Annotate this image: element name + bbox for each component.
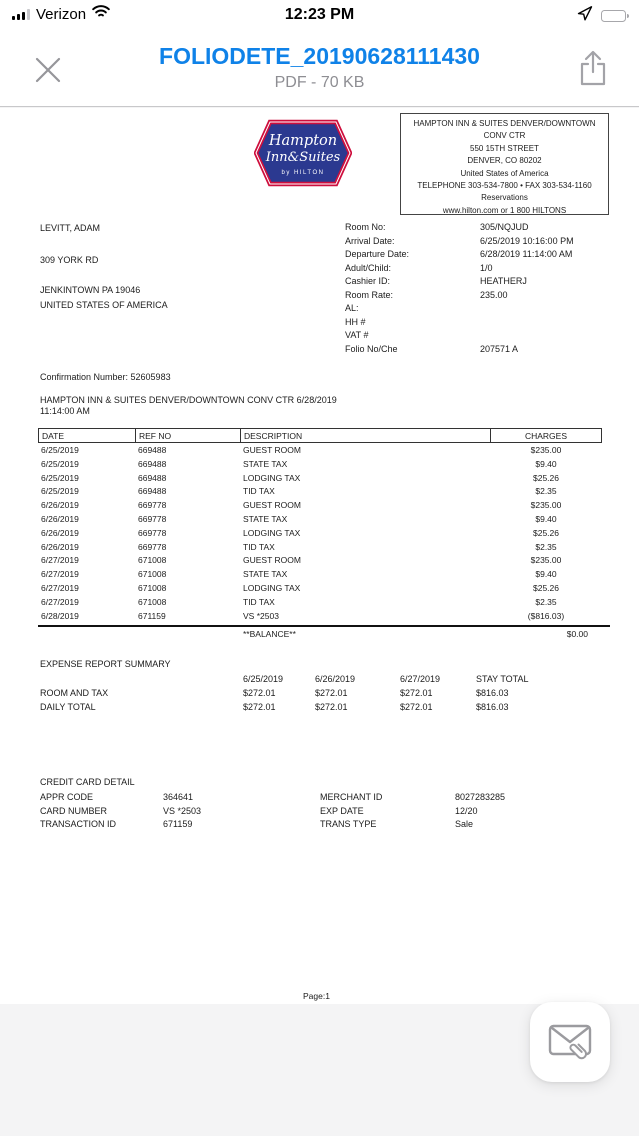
stay-detail-label: Arrival Date: — [345, 235, 395, 246]
location-arrow-icon — [577, 5, 593, 26]
cc-value: 364641 — [163, 792, 194, 802]
logo-word-innsuites: Inn&Suites — [265, 150, 341, 165]
expense-header-row — [40, 673, 600, 687]
charges-table-row — [38, 582, 602, 596]
stay-detail-label: HH # — [345, 316, 366, 327]
stay-detail-label: Room Rate: — [345, 289, 394, 300]
guest-name: LEVITT, ADAM — [40, 223, 101, 233]
credit-card-table — [40, 791, 600, 832]
charge-refno-cell: 669778 — [138, 513, 167, 524]
share-button[interactable] — [571, 46, 615, 94]
stay-detail-value: 235.00 — [480, 289, 508, 300]
charges-table-body — [38, 444, 602, 623]
expense-value-cell: $272.01 — [400, 687, 433, 698]
charge-description-cell: LODGING TAX — [243, 582, 301, 593]
hotel-address-line: TELEPHONE 303-534-7800 • FAX 303-534-1160 — [417, 181, 592, 191]
charge-refno-cell: 671159 — [138, 610, 166, 621]
expense-column-header: 6/27/2019 — [400, 674, 441, 684]
charge-amount-cell: $2.35 — [535, 596, 557, 607]
charge-amount-cell: $25.26 — [533, 527, 559, 538]
charge-date-cell: 6/26/2019 — [41, 513, 79, 524]
charge-refno-cell: 669488 — [138, 458, 167, 469]
hotel-address-line: HAMPTON INN & SUITES DENVER/DOWNTOWN — [413, 119, 596, 128]
charges-table-row — [38, 554, 602, 568]
expense-column-header: 6/25/2019 — [243, 674, 284, 684]
carrier-label: Verizon — [36, 5, 87, 23]
charge-refno-cell: 669778 — [138, 541, 167, 552]
charge-date-cell: 6/27/2019 — [41, 596, 79, 607]
mail-attachment-icon — [547, 1020, 593, 1065]
charge-amount-cell: $9.40 — [535, 513, 557, 524]
stay-detail-value: 207571 A — [480, 343, 519, 354]
charge-refno-cell: 669778 — [138, 527, 167, 538]
credit-card-row — [40, 791, 600, 805]
charges-table-row — [38, 513, 602, 527]
logo-word-hampton: Hampton — [268, 133, 338, 149]
charge-description-cell: TID TAX — [243, 596, 275, 607]
nav-bar — [0, 30, 639, 107]
charge-date-cell: 6/26/2019 — [41, 541, 79, 552]
mail-attachment-button[interactable] — [530, 1002, 610, 1082]
expense-row-label: ROOM AND TAX — [40, 687, 109, 698]
stay-detail-value: 6/25/2019 10:16:00 PM — [480, 235, 574, 246]
credit-card-row — [40, 818, 600, 832]
charges-table-row — [38, 541, 602, 555]
table-bottom-rule — [38, 625, 610, 627]
col-header-description: DESCRIPTION — [240, 428, 490, 443]
charge-amount-cell: ($816.03) — [527, 610, 565, 621]
hotel-address-line: United States of America — [460, 168, 549, 178]
charge-date-cell: 6/25/2019 — [41, 445, 79, 455]
expense-value-cell: $272.01 — [315, 687, 348, 698]
file-meta: PDF - 70 KB — [274, 74, 365, 91]
charge-description-cell: STATE TAX — [243, 513, 288, 524]
stay-detail-label: Room No: — [345, 222, 386, 232]
credit-card-title: CREDIT CARD DETAIL — [40, 777, 135, 787]
status-bar — [0, 0, 639, 30]
stay-detail-row — [345, 222, 605, 236]
expense-summary-title: EXPENSE REPORT SUMMARY — [40, 659, 171, 669]
cc-label: CARD NUMBER — [40, 805, 108, 816]
expense-summary-table — [40, 673, 600, 714]
stay-detail-row — [345, 344, 605, 358]
charge-amount-cell: $25.26 — [533, 472, 559, 483]
charge-description-cell: GUEST ROOM — [243, 555, 301, 566]
hotel-address-line: CONV CTR — [483, 131, 526, 141]
hotel-address-line: DENVER, CO 80202 — [467, 156, 542, 166]
expense-column-header: STAY TOTAL — [476, 674, 529, 684]
charges-table-row — [38, 568, 602, 582]
charge-amount-cell: $9.40 — [535, 458, 557, 469]
balance-label: **BALANCE** — [243, 629, 296, 639]
charge-refno-cell: 671008 — [138, 596, 167, 607]
stay-detail-label: Cashier ID: — [345, 276, 391, 286]
charge-date-cell: 6/26/2019 — [41, 500, 79, 511]
charge-date-cell: 6/27/2019 — [41, 569, 79, 580]
col-header-refno: REF NO — [135, 428, 240, 443]
file-title: FOLIODETE_20190628111430 — [159, 43, 480, 69]
charge-description-cell: LODGING TAX — [243, 527, 301, 538]
stay-detail-label: Folio No/Che — [345, 343, 398, 354]
charges-table-row — [38, 472, 602, 486]
charge-date-cell: 6/27/2019 — [41, 582, 79, 593]
expense-data-row — [40, 687, 600, 701]
charges-table-header — [38, 428, 602, 443]
charge-description-cell: TID TAX — [243, 486, 275, 497]
charge-date-cell: 6/25/2019 — [41, 458, 79, 469]
charge-refno-cell: 669488 — [138, 445, 167, 455]
charge-description-cell: GUEST ROOM — [243, 445, 301, 455]
expense-header-spacer — [40, 673, 243, 687]
charge-refno-cell: 669488 — [138, 472, 167, 483]
folio-header-line1: HAMPTON INN & SUITES DENVER/DOWNTOWN CONV CTR 6/28/2019 — [40, 395, 337, 405]
folio-header-line2: 11:14:00 AM — [40, 406, 90, 416]
charge-amount-cell: $9.40 — [535, 569, 557, 580]
stay-detail-row — [345, 263, 605, 277]
charge-date-cell: 6/26/2019 — [41, 527, 79, 538]
charge-date-cell: 6/25/2019 — [41, 472, 79, 483]
charge-amount-cell: $235.00 — [530, 500, 562, 511]
expense-value-cell: $816.03 — [476, 687, 509, 698]
charge-description-cell: STATE TAX — [243, 458, 288, 469]
expense-value-cell: $816.03 — [476, 701, 509, 712]
cc-value: 671159 — [163, 819, 193, 830]
stay-detail-value: 305/NQJUD — [480, 222, 529, 232]
stay-detail-row — [345, 303, 605, 317]
stay-detail-row — [345, 290, 605, 304]
charge-date-cell: 6/28/2019 — [41, 610, 79, 621]
col-header-charges: CHARGES — [490, 428, 602, 443]
charges-table-row — [38, 485, 602, 499]
pdf-page — [0, 108, 639, 1004]
charges-table-row — [38, 444, 602, 458]
expense-data-row — [40, 701, 600, 715]
charge-description-cell: LODGING TAX — [243, 472, 301, 483]
guest-address-line: UNITED STATES OF AMERICA — [40, 300, 168, 310]
stay-detail-row — [345, 330, 605, 344]
balance-row — [38, 629, 602, 639]
cc-label: TRANS TYPE — [320, 819, 377, 830]
charge-refno-cell: 669778 — [138, 500, 167, 511]
cc-value: VS *2503 — [163, 805, 202, 816]
cc-label: MERCHANT ID — [320, 792, 383, 802]
credit-card-row — [40, 805, 600, 819]
stay-detail-row — [345, 236, 605, 250]
stay-detail-value: 1/0 — [480, 262, 493, 273]
battery-icon — [601, 10, 629, 22]
expense-value-cell: $272.01 — [243, 701, 276, 712]
hotel-address-line: www.hilton.com or 1 800 HILTONS — [442, 205, 567, 215]
confirmation-number: Confirmation Number: 52605983 — [40, 372, 171, 382]
clock-label: 12:23 PM — [284, 6, 355, 23]
charges-table-row — [38, 596, 602, 610]
charge-description-cell: VS *2503 — [243, 610, 279, 621]
charge-refno-cell: 671008 — [138, 582, 167, 593]
stay-detail-label: VAT # — [345, 330, 369, 340]
hotel-address-line: 550 15TH STREET — [470, 143, 539, 153]
charge-amount-cell: $235.00 — [530, 555, 562, 566]
expense-value-cell: $272.01 — [315, 701, 348, 712]
stay-detail-label: Adult/Child: — [345, 262, 392, 273]
charge-refno-cell: 671008 — [138, 555, 167, 566]
guest-address-line: JENKINTOWN PA 19046 — [40, 285, 141, 295]
charges-table-row — [38, 499, 602, 513]
stay-details — [345, 222, 605, 357]
expense-value-cell: $272.01 — [400, 701, 433, 712]
share-icon — [577, 49, 609, 92]
charge-description-cell: STATE TAX — [243, 569, 288, 580]
charge-amount-cell: $2.35 — [535, 541, 557, 552]
cc-label: APPR CODE — [40, 792, 94, 802]
expense-row-label: DAILY TOTAL — [40, 701, 96, 712]
expense-value-cell: $272.01 — [243, 687, 276, 698]
stay-detail-label: AL: — [345, 303, 359, 313]
stay-detail-row — [345, 249, 605, 263]
charge-refno-cell: 671008 — [138, 569, 167, 580]
col-header-date: DATE — [38, 428, 135, 443]
stay-detail-row — [345, 317, 605, 331]
cc-value: 8027283285 — [455, 792, 506, 802]
cc-value: 12/20 — [455, 805, 478, 816]
hotel-address-line: Reservations — [481, 193, 528, 203]
cc-label: EXP DATE — [320, 805, 364, 816]
page-number-label: Page:1 — [303, 991, 330, 1001]
charge-date-cell: 6/25/2019 — [41, 486, 79, 497]
charge-date-cell: 6/27/2019 — [41, 555, 79, 566]
charges-table-row — [38, 610, 602, 624]
charge-amount-cell: $25.26 — [533, 582, 559, 593]
hampton-logo — [254, 117, 352, 189]
stay-detail-value: 6/28/2019 11:14:00 AM — [480, 249, 573, 259]
charge-amount-cell: $235.00 — [530, 445, 562, 455]
charge-description-cell: GUEST ROOM — [243, 500, 301, 511]
stay-detail-label: Departure Date: — [345, 249, 410, 259]
charge-refno-cell: 669488 — [138, 486, 167, 497]
cc-label: TRANSACTION ID — [40, 819, 117, 830]
charge-description-cell: TID TAX — [243, 541, 275, 552]
charges-table-row — [38, 458, 602, 472]
guest-address-line: 309 YORK RD — [40, 255, 99, 265]
balance-value: $0.00 — [566, 629, 588, 639]
stay-detail-row — [345, 276, 605, 290]
stay-detail-value: HEATHERJ — [480, 276, 527, 286]
charge-amount-cell: $2.35 — [535, 486, 557, 497]
hotel-info-box — [400, 113, 609, 215]
cc-value: Sale — [455, 819, 474, 830]
logo-word-byhilton: by HILTON — [281, 170, 325, 176]
expense-column-header: 6/26/2019 — [315, 674, 356, 684]
charges-table-row — [38, 527, 602, 541]
